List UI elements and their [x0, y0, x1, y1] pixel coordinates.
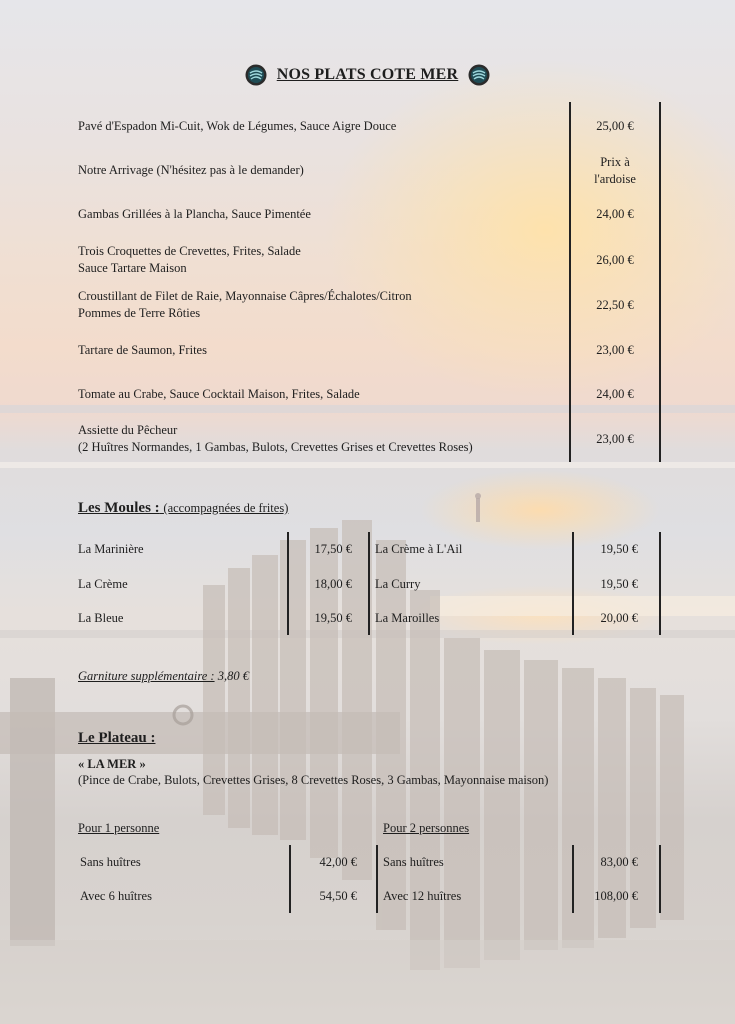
moules-section-title	[78, 500, 288, 517]
plateau-row-price: 42,00 €	[319, 855, 357, 869]
dish-price: 23,00 €	[596, 432, 634, 446]
plateau-description: (Pince de Crabe, Bulots, Crevettes Grises, 8 Crevettes Roses, 3 Gambas, Mayonnaise maison)	[78, 773, 549, 787]
plateau-row-name: Avec 6 huîtres	[80, 889, 152, 903]
price-column-divider-left	[569, 102, 571, 462]
dish-price: 23,00 €	[596, 343, 634, 357]
moules-divider	[368, 532, 370, 635]
dish-price	[572, 154, 658, 188]
dish-name: Pavé d'Espadon Mi-Cuit, Wok de Légumes, Sauce Aigre Douce	[78, 119, 397, 133]
menu-title	[245, 64, 491, 86]
dish-name: Gambas Grillées à la Plancha, Sauce Pimentée	[78, 207, 311, 221]
plateau-row-name: Avec 12 huîtres	[383, 889, 462, 903]
plateau-divider	[659, 845, 661, 913]
moule-name: La Bleue	[78, 611, 124, 625]
dish-name	[78, 288, 548, 322]
moule-price: 17,50 €	[314, 542, 352, 556]
dish-name: Tomate au Crabe, Sauce Cocktail Maison, Frites, Salade	[78, 387, 360, 401]
dish-name: Notre Arrivage (N'hésitez pas à le demander)	[78, 163, 304, 177]
plateau-divider	[572, 845, 574, 913]
dish-price: 22,50 €	[596, 298, 634, 312]
dish-price: 24,00 €	[596, 207, 634, 221]
dish-price-line: Prix à	[600, 155, 630, 169]
dish-name	[78, 243, 548, 277]
moule-name: La Crème à L'Ail	[375, 542, 463, 556]
moules-divider	[287, 532, 289, 635]
dish-name-line: Pommes de Terre Rôties	[78, 306, 201, 320]
moule-price: 20,00 €	[600, 611, 638, 625]
moule-name: La Maroilles	[375, 611, 440, 625]
plateau-section-title: Le Plateau :	[78, 730, 156, 746]
garniture-line	[78, 669, 249, 684]
plateau-divider	[289, 845, 291, 913]
plateau-one-heading: Pour 1 personne	[78, 821, 160, 835]
dish-name-line: Assiette du Pêcheur	[78, 423, 178, 437]
dish-name-line: Croustillant de Filet de Raie, Mayonnaise Câpres/Échalotes/Citron	[78, 289, 412, 303]
plateau-divider	[376, 845, 378, 913]
moules-divider	[572, 532, 574, 635]
moule-price: 19,50 €	[600, 577, 638, 591]
price-column-divider-right	[659, 102, 661, 462]
dish-price-line: l'ardoise	[594, 172, 636, 186]
dish-name-line: Trois Croquettes de Crevettes, Frites, Salade	[78, 244, 301, 258]
page-title: NOS PLATS COTE MER	[276, 66, 459, 83]
moules-note: (accompagnées de frites)	[163, 501, 289, 515]
moule-name: La Curry	[375, 577, 421, 591]
moule-name: La Marinière	[78, 542, 144, 556]
plateau-row-price: 54,50 €	[319, 889, 357, 903]
moules-title: Les Moules :	[78, 500, 160, 516]
garniture-price: 3,80 €	[217, 669, 249, 683]
dish-name-line: (2 Huîtres Normandes, 1 Gambas, Bulots, Crevettes Grises et Crevettes Roses)	[78, 440, 473, 454]
dish-price: 24,00 €	[596, 387, 634, 401]
plateau-row-price: 83,00 €	[600, 855, 638, 869]
plateau-row-price: 108,00 €	[594, 889, 638, 903]
plateau-row-name: Sans huîtres	[80, 855, 141, 869]
moule-price: 19,50 €	[314, 611, 352, 625]
seashell-emblem-icon	[468, 64, 490, 86]
dish-price: 25,00 €	[596, 119, 634, 133]
garniture-label: Garniture supplémentaire :	[78, 669, 215, 683]
moule-name: La Crème	[78, 577, 128, 591]
dish-name: Tartare de Saumon, Frites	[78, 343, 207, 357]
plateau-row-name: Sans huîtres	[383, 855, 444, 869]
moules-divider	[659, 532, 661, 635]
seashell-emblem-icon	[245, 64, 267, 86]
moule-price: 18,00 €	[314, 577, 352, 591]
plateau-name: « LA MER »	[78, 757, 146, 771]
dish-name-line: Sauce Tartare Maison	[78, 261, 187, 275]
moule-price: 19,50 €	[600, 542, 638, 556]
dish-name	[78, 422, 558, 456]
dish-price: 26,00 €	[596, 253, 634, 267]
plateau-two-heading: Pour 2 personnes	[383, 821, 470, 835]
